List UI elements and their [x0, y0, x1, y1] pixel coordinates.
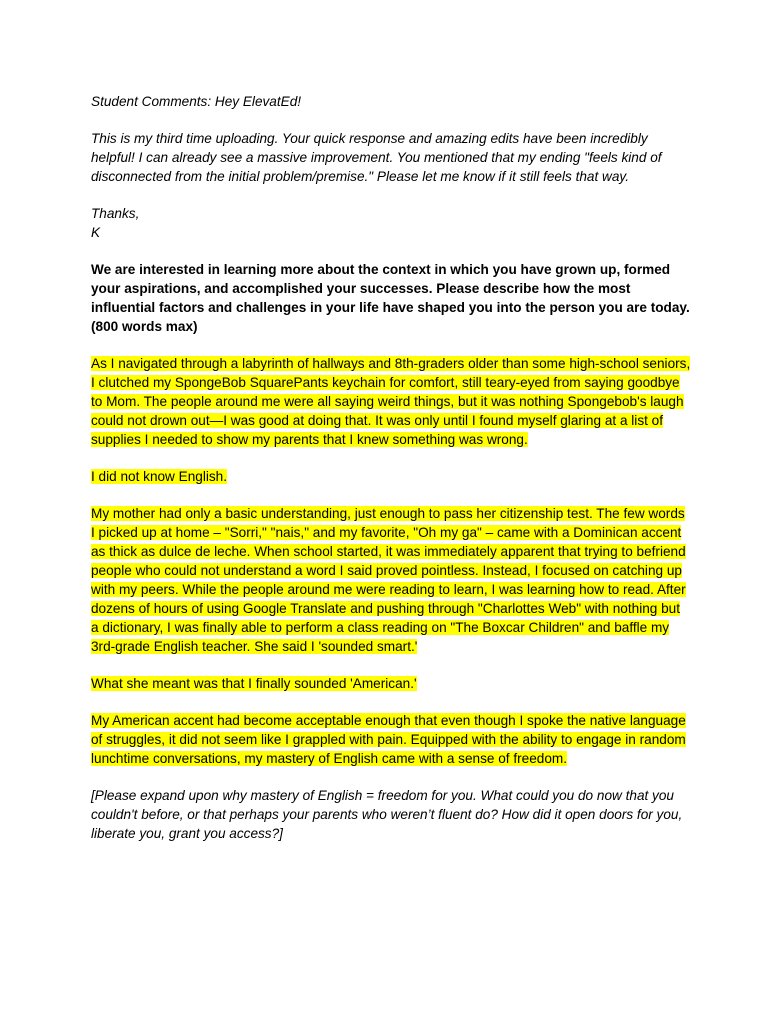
- highlighted-text: As I navigated through a labyrinth of hallways and 8th-graders older than some high-school seniors, I clutched my SpongeBob SquarePants keychain for comfort, still teary-eyed from saying goodbye to Mom. The people around me were all saying weird things, but it was nothing Spongebob's laugh could not drown out—I was good at doing that. It was only until I found myself glaring at a list of supplies I needed to show my parents that I knew something was wrong.: [91, 356, 691, 447]
- highlighted-text: My American accent had become acceptable enough that even though I spoke the native language of struggles, it did not seem like I grappled with pain. Equipped with the ability to engage in random lunchtime conversations, my mastery of English came with a sense of freedom.: [91, 713, 686, 766]
- student-signature: [91, 204, 691, 242]
- essay-paragraph: [91, 467, 691, 486]
- highlighted-text: My mother had only a basic understanding, just enough to pass her citizenship test. The few words I picked up at home – "Sorri," "nais," and my favorite, "Oh my ga" – came with a Dominican accent as thick as dulce de leche. When school started, it was immediately apparent that trying to befriend people who could not understand a word I said proved pointless. Instead, I focused on catching up with my peers. While the people around me were reading to learn, I was learning how to read. After dozens of hours of using Google Translate and pushing through "Charlottes Web" with nothing but a dictionary, I was finally able to perform a class reading on "The Boxcar Children" and baffle my 3rd-grade English teacher. She said I 'sounded smart.': [91, 506, 686, 654]
- student-comments-header: Student Comments: Hey ElevatEd!: [91, 94, 302, 109]
- essay-prompt: We are interested in learning more about the context in which you have grown up, formed your aspirations, and accomplished your successes. Please describe how the most influential factors and challenges in your life have shaped you into the person you are today. (800 words max): [91, 262, 690, 334]
- signoff-text: Thanks,: [91, 206, 140, 221]
- essay-paragraph: [91, 711, 691, 768]
- highlighted-text: What she meant was that I finally sounded 'American.': [91, 676, 417, 691]
- signature-name: K: [91, 225, 101, 240]
- essay-paragraph: [91, 354, 691, 449]
- editor-note: [Please expand upon why mastery of English = freedom for you. What could you do now that you couldn't before, or that perhaps your parents who weren’t fluent do? How did it open doors for you, liberate you, grant you access?]: [91, 788, 683, 841]
- essay-paragraph: [91, 674, 691, 693]
- essay-paragraph: [91, 504, 691, 656]
- highlighted-text: I did not know English.: [91, 469, 228, 484]
- document-content: [91, 92, 691, 861]
- student-comments-body: This is my third time uploading. Your quick response and amazing edits have been incredibly helpful! I can already see a massive improvement. You mentioned that my ending "feels kind of disconnected from the initial problem/premise." Please let me know if it still feels that way.: [91, 131, 662, 184]
